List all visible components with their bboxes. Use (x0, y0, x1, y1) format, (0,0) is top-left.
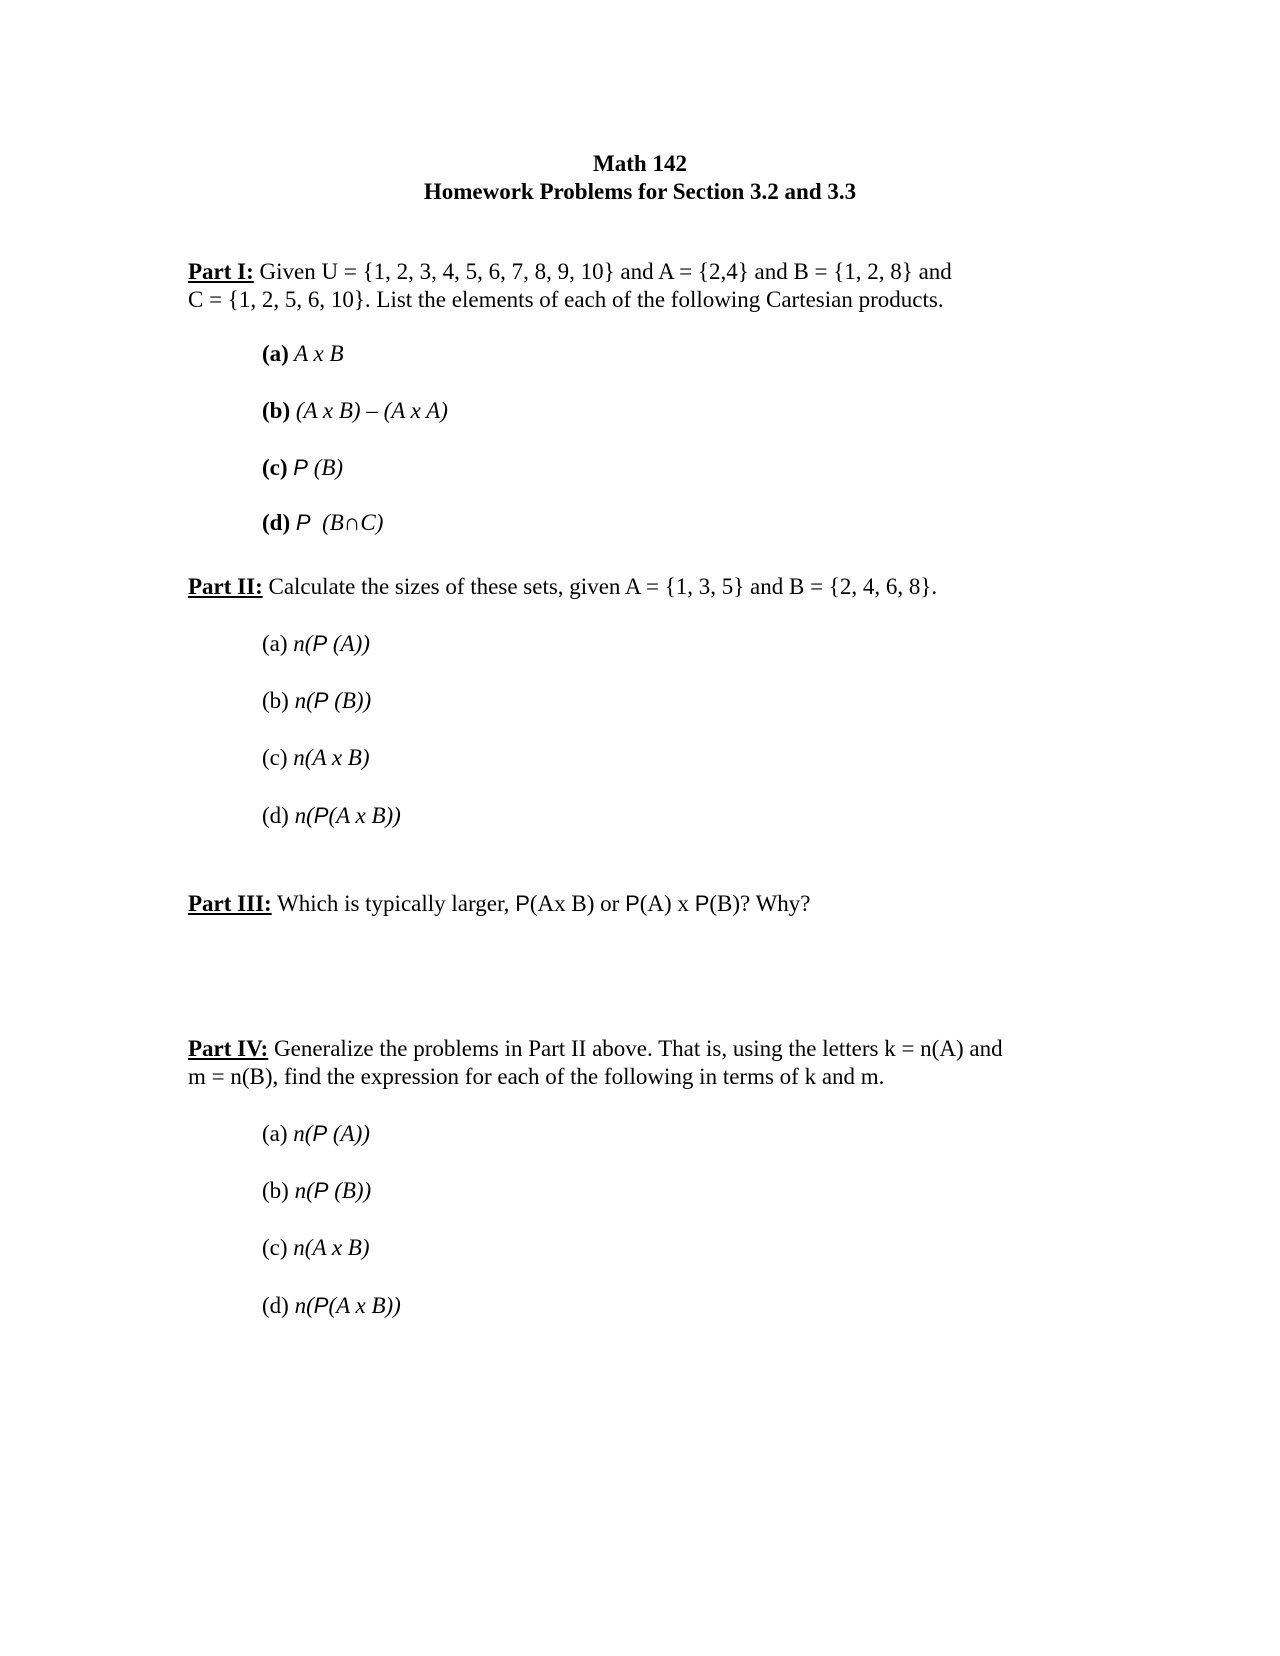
power-set-symbol: P (515, 891, 530, 916)
assignment-title: Homework Problems for Section 3.2 and 3.3 (423, 179, 857, 204)
part3-text-c: (A) x (639, 891, 695, 916)
power-set-symbol: P (312, 631, 328, 656)
item-label: (b) (262, 688, 289, 713)
item-expression: (A x B) – (A x A) (290, 398, 448, 423)
item-label: (d) (262, 510, 291, 535)
item-label: (b) (262, 1178, 289, 1203)
part4-item-b (262, 1177, 371, 1205)
part4-item-a (262, 1120, 370, 1148)
part2-item-c (262, 744, 370, 772)
part2-item-d (262, 802, 401, 830)
part2-text: Calculate the sizes of these sets, given A = {1, 3, 5} and B = {2, 4, 6, 8}. (262, 574, 938, 599)
item-expression: (B∩C) (310, 510, 384, 535)
item-expression: n(A x B) (287, 1235, 370, 1260)
item-expression-post: (B)) (328, 688, 372, 713)
part4-text-line2: m = n(B), find the expression for each of the following in terms of k and m. (188, 1064, 885, 1089)
power-set-symbol: P (313, 688, 329, 713)
part4-line1 (188, 1035, 1088, 1063)
power-set-symbol: P (293, 455, 308, 480)
item-label: (d) (262, 803, 289, 828)
part4-item-d (262, 1292, 401, 1320)
power-set-symbol: P (312, 1121, 328, 1146)
part1-instructions (188, 258, 1088, 314)
item-label: (b) (262, 398, 291, 423)
power-set-symbol: P (694, 891, 710, 916)
item-expression-post: (B)) (328, 1178, 372, 1203)
item-label: (d) (262, 1293, 289, 1318)
item-label: (a) (262, 1121, 288, 1146)
item-expression-post: (A x B)) (328, 1293, 401, 1318)
power-set-symbol: P (313, 1178, 329, 1203)
part1-text-line2: C = {1, 2, 5, 6, 10}. List the elements of each of the following Cartesian products. (188, 287, 944, 312)
part1-item-c (262, 454, 343, 482)
part2-instructions (188, 573, 1088, 601)
part1-line1 (188, 258, 1088, 286)
item-label: (c) (262, 745, 288, 770)
item-expression-pre: n( (288, 803, 314, 828)
part4-instructions (188, 1035, 1088, 1091)
part1-text-line1: Given U = {1, 2, 3, 4, 5, 6, 7, 8, 9, 10} and A = {2,4} and B = {1, 2, 8} and (253, 259, 952, 284)
part3-text-a: Which is typically larger, (271, 891, 516, 916)
power-set-symbol: P (295, 510, 311, 535)
part1-item-a (262, 340, 344, 368)
item-expression-pre: n( (288, 1178, 314, 1203)
part2-item-a (262, 630, 370, 658)
item-expression-pre: n( (288, 688, 314, 713)
item-label: (c) (262, 455, 288, 480)
item-label: (a) (262, 631, 288, 656)
part2-label: Part II: (188, 574, 263, 599)
document-header (0, 150, 1280, 206)
item-expression: (B) (307, 455, 344, 480)
item-expression-pre: n( (287, 631, 313, 656)
part1-item-d (262, 509, 383, 537)
part3-label: Part III: (188, 891, 272, 916)
part2-item-b (262, 687, 371, 715)
item-label: (c) (262, 1235, 288, 1260)
part3-question (188, 890, 1088, 918)
part4-label: Part IV: (188, 1036, 269, 1061)
part1-item-b (262, 397, 448, 425)
power-set-symbol: P (313, 803, 329, 828)
item-label: (a) (262, 341, 289, 366)
item-expression: n(A x B) (287, 745, 370, 770)
part1-label: Part I: (188, 259, 254, 284)
part4-item-c (262, 1234, 370, 1262)
part3-text-d: (B)? Why? (709, 891, 811, 916)
power-set-symbol: P (625, 891, 640, 916)
item-expression-pre: n( (287, 1121, 313, 1146)
course-title: Math 142 (593, 151, 687, 176)
power-set-symbol: P (313, 1293, 329, 1318)
item-expression: A x B (288, 341, 344, 366)
part3-text-b: (Ax B) or (529, 891, 626, 916)
item-expression-pre: n( (288, 1293, 314, 1318)
item-expression-post: (A)) (327, 631, 370, 656)
item-expression-post: (A)) (327, 1121, 370, 1146)
part4-text-line1: Generalize the problems in Part II above. That is, using the letters k = n(A) and (268, 1036, 1003, 1061)
item-expression-post: (A x B)) (328, 803, 401, 828)
